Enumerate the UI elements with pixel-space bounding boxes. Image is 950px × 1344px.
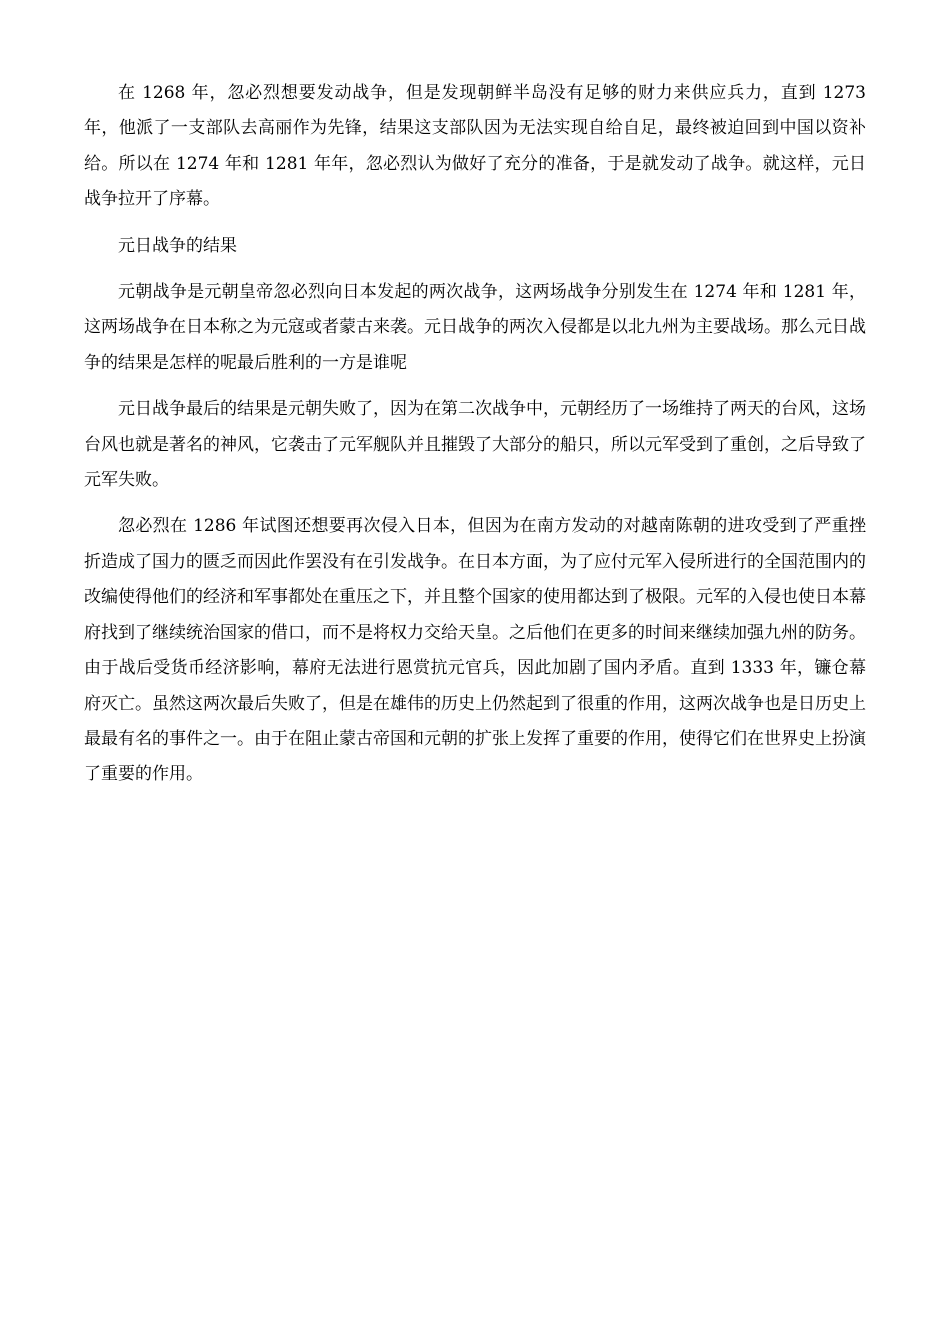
paragraph-overview: 元朝战争是元朝皇帝忽必烈向日本发起的两次战争，这两场战争分别发生在 1274 年和 1281 年，这两场战争在日本称之为元寇或者蒙古来袭。元日战争的两次入侵都是以北九州为主要战场。那么元日战争的结果是怎样的呢最后胜利的一方是谁呢 (84, 282, 866, 373)
document-body (84, 76, 866, 804)
section-heading-results: 元日战争的结果 (118, 235, 237, 256)
paragraph-outcome: 元日战争最后的结果是元朝失败了，因为在第二次战争中，元朝经历了一场维持了两天的台风，这场台风也就是著名的神风，它袭击了元军舰队并且摧毁了大部分的船只，所以元军受到了重创，之后导致了元军失败。 (84, 399, 866, 491)
paragraph-intro: 在 1268 年，忽必烈想要发动战争，但是发现朝鲜半岛没有足够的财力来供应兵力，直到 1273 年，他派了一支部队去高丽作为先锋，结果这支部队因为无法实现自给自足，最终被迫回到中国以资补给。所以在 1274 年和 1281 年年，忽必烈认为做好了充分的准备，于是就发动了战争。就这样，元日战争拉开了序幕。 (84, 83, 866, 210)
paragraph-aftermath: 忽必烈在 1286 年试图还想要再次侵入日本，但因为在南方发动的对越南陈朝的进攻受到了严重挫折造成了国力的匮乏而因此作罢没有在引发战争。在日本方面，为了应付元军入侵所进行的全国范围内的改编使得他们的经济和军事都处在重压之下，并且整个国家的使用都达到了极限。元军的入侵也使日本幕府找到了继续统治国家的借口，而不是将权力交给天皇。之后他们在更多的时间来继续加强九州的防务。由于战后受货币经济影响，幕府无法进行恩赏抗元官兵，因此加剧了国内矛盾。直到 1333 年，镰仓幕府灭亡。虽然这两次最后失败了，但是在雄伟的历史上仍然起到了很重的作用，这两次战争也是日历史上最最有名的事件之一。由于在阻止蒙古帝国和元朝的扩张上发挥了重要的作用，使得它们在世界史上扮演了重要的作用。 (84, 516, 866, 785)
